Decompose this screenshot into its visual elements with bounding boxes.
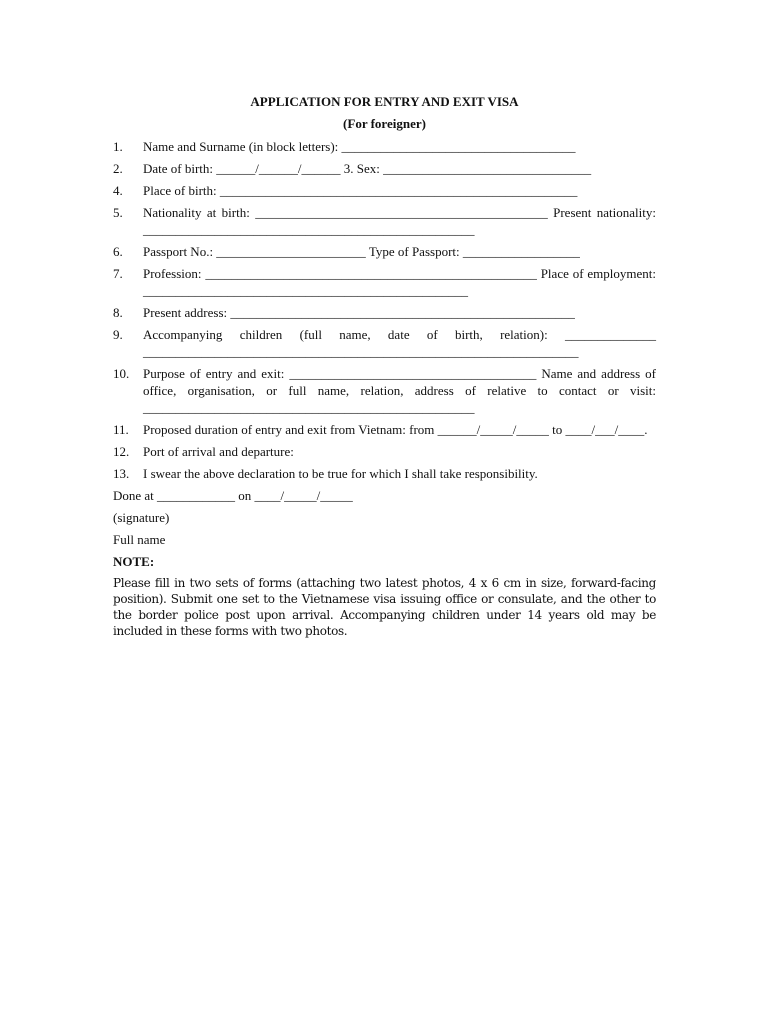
form-item-11: [113, 421, 656, 438]
form-item-12: [113, 443, 656, 460]
item-number: 8.: [113, 305, 123, 320]
done-at-line: Done at ____________ on ____/_____/_____: [113, 488, 353, 503]
item-number: 12.: [113, 444, 130, 459]
item-text-accompanying-children: Accompanying children (full name, date of birth, relation): ______________ ___________________________________________________________________: [143, 327, 660, 359]
form-item-6: [113, 243, 656, 260]
item-text-declaration: I swear the above declaration to be true for which I shall take responsibility.: [143, 466, 538, 481]
item-number: 4.: [113, 183, 123, 198]
form-subtitle: (For foreigner): [343, 116, 426, 131]
item-number: 11.: [113, 422, 129, 437]
form-item-4: [113, 182, 656, 199]
item-number: 6.: [113, 244, 123, 259]
item-text-date-of-birth-sex: Date of birth: ______/______/______ 3. Sex: ________________________________: [143, 161, 592, 176]
form-item-5: [113, 204, 660, 238]
item-number: 2.: [113, 161, 123, 176]
form-item-13: [113, 465, 656, 482]
form-item-9: [113, 326, 660, 360]
note-text: Please fill in two sets of forms (attaching two latest photos, 4 x 6 cm in size, forward-facing position). Submit one set to the Vietnamese visa issuing office or consulate, and the other to the border police post upon arrival. Accompanying children under 14 years old may be included in these forms with two photos.: [113, 576, 656, 638]
form-item-1: [113, 138, 656, 155]
item-number: 10.: [113, 366, 130, 381]
item-text-purpose: Purpose of entry and exit: ______________________________________ Name and address of office, organisation, or full name, relation, address of relative to contact or visit: ___________________________________________________: [143, 366, 660, 415]
item-number: 7.: [113, 266, 123, 281]
item-number: 13.: [113, 466, 130, 481]
item-number: 9.: [113, 327, 123, 342]
full-name-line: Full name: [113, 532, 166, 547]
form-item-2: [113, 160, 656, 177]
form-item-10: [113, 365, 660, 416]
item-text-present-address: Present address: _____________________________________________________: [143, 305, 575, 320]
item-text-name-surname: Name and Surname (in block letters): ____________________________________: [143, 139, 576, 154]
note-heading: NOTE:: [113, 554, 155, 569]
item-text-passport: Passport No.: _______________________ Type of Passport: __________________: [143, 244, 580, 259]
item-text-port: Port of arrival and departure:: [143, 444, 294, 459]
item-text-duration: Proposed duration of entry and exit from Vietnam: from ______/_____/_____ to ____/___/____.: [143, 422, 648, 437]
item-text-nationality: Nationality at birth: _____________________________________________ Present nationality: ___________________________________________________: [143, 205, 660, 237]
form-item-8: [113, 304, 656, 321]
item-text-place-of-birth: Place of birth: _______________________________________________________: [143, 183, 578, 198]
form-title: APPLICATION FOR ENTRY AND EXIT VISA: [250, 94, 519, 109]
form-content: [113, 94, 660, 639]
item-number: 5.: [113, 205, 123, 220]
item-number: 1.: [113, 139, 123, 154]
form-item-7: [113, 265, 660, 299]
signature-line: (signature): [113, 510, 170, 525]
item-text-profession: Profession: ___________________________________________________ Place of employment: __________________________________________________: [143, 266, 660, 298]
